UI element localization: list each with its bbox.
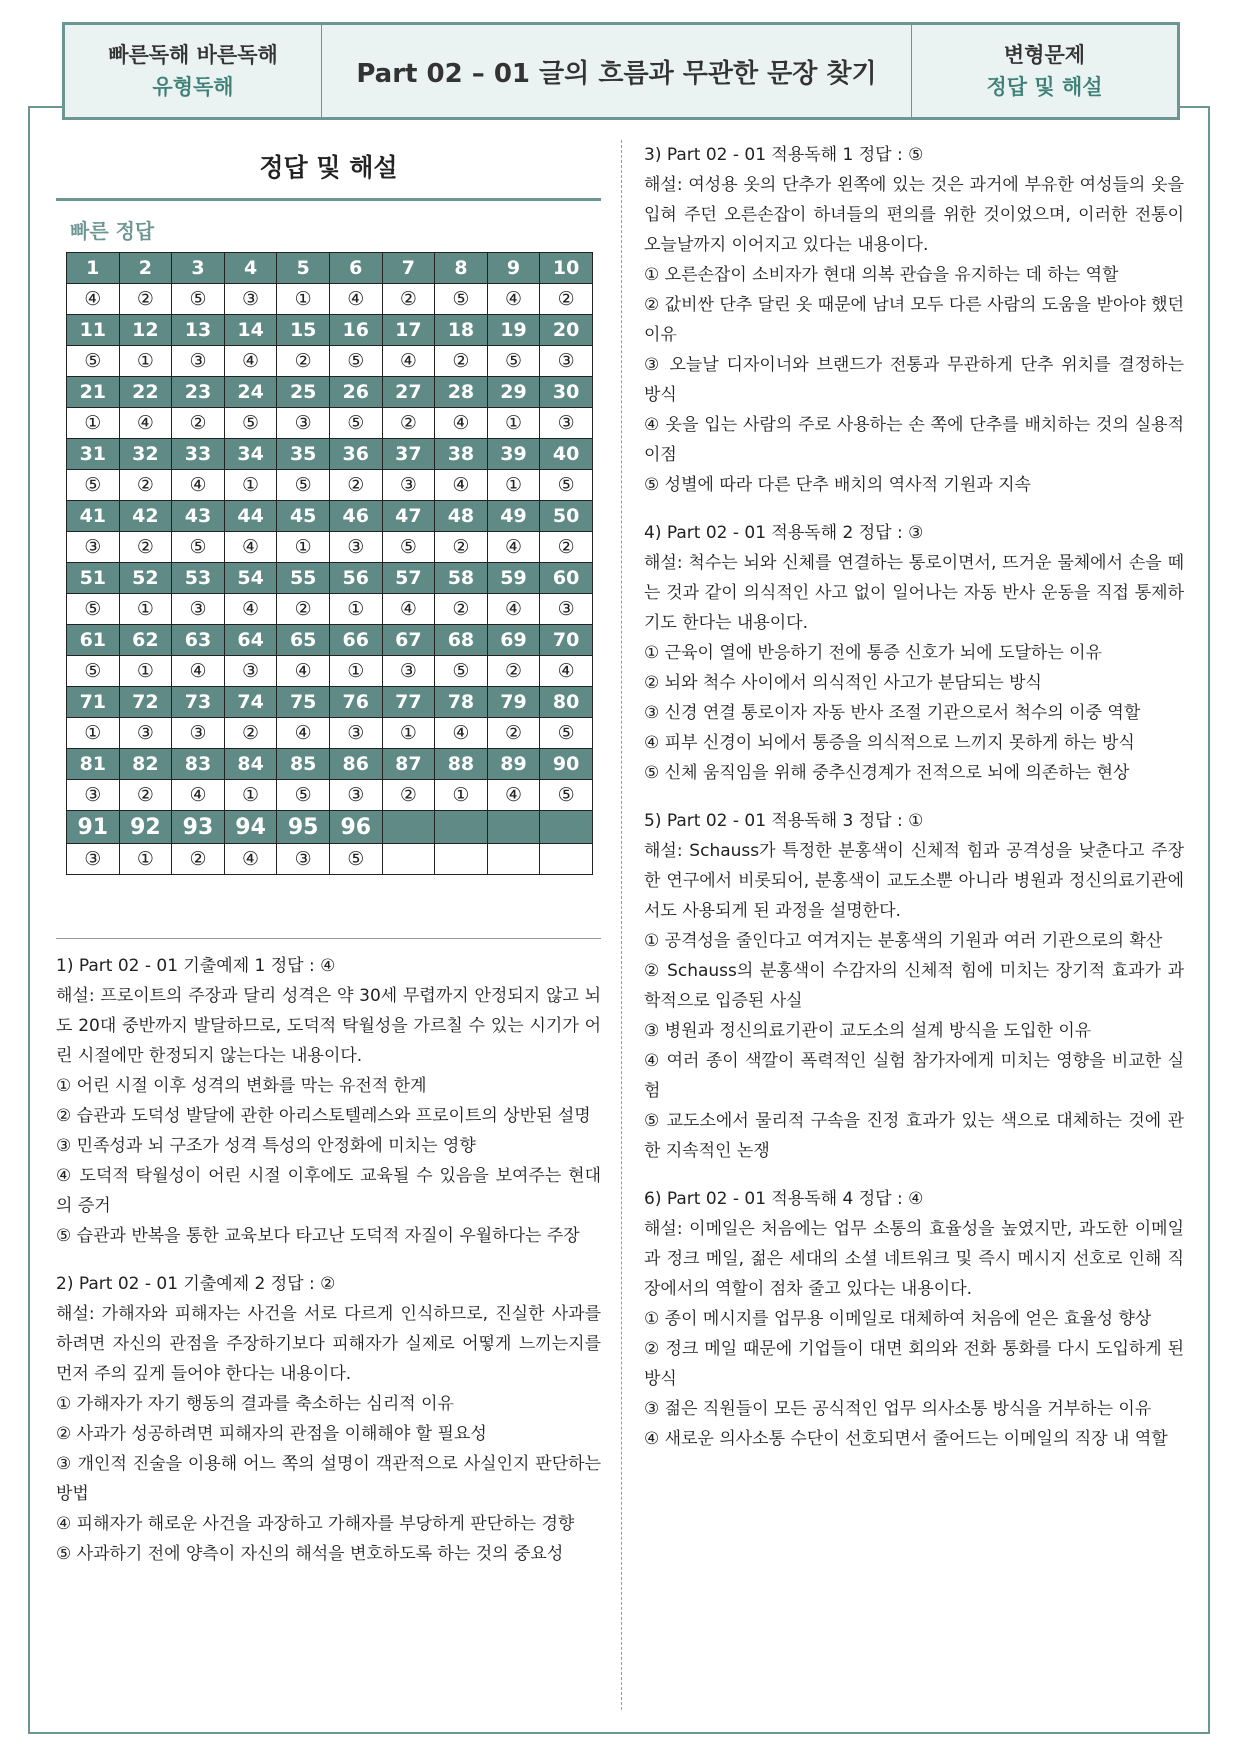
question-number-cell: 72 <box>119 687 172 718</box>
question-number-cell: 39 <box>487 439 540 470</box>
answer-cell: ⑤ <box>540 470 593 501</box>
answer-cell: ② <box>435 594 488 625</box>
question-number-cell <box>382 811 435 844</box>
entry-option: ③ 오늘날 디자이너와 브랜드가 전통과 무관하게 단추 위치를 결정하는 방식 <box>644 355 1184 405</box>
question-number-cell: 46 <box>329 501 382 532</box>
answer-cell: ③ <box>540 346 593 377</box>
question-number-cell: 94 <box>224 811 277 844</box>
entry-option: ④ 피해자가 해로운 사건을 과장하고 가해자를 부당하게 판단하는 경향 <box>56 1514 575 1534</box>
answer-cell: ① <box>119 656 172 687</box>
question-number-cell: 66 <box>329 625 382 656</box>
answer-cell: ① <box>67 408 120 439</box>
question-number-cell: 37 <box>382 439 435 470</box>
answer-cell: ⑤ <box>329 408 382 439</box>
entry-option: ⑤ 신체 움직임을 위해 중추신경계가 전적으로 뇌에 의존하는 현상 <box>644 763 1130 783</box>
answer-cell: ① <box>277 284 330 315</box>
question-number-cell: 92 <box>119 811 172 844</box>
answer-cell: ③ <box>67 844 120 875</box>
question-number-cell: 67 <box>382 625 435 656</box>
answer-value-row <box>67 780 593 811</box>
question-number-cell: 74 <box>224 687 277 718</box>
question-number-cell: 34 <box>224 439 277 470</box>
answer-cell: ⑤ <box>172 532 225 563</box>
entry-option: ① 가해자가 자기 행동의 결과를 축소하는 심리적 이유 <box>56 1394 454 1414</box>
entry-heading: 4) Part 02 - 01 적용독해 2 정답 : ③ <box>644 523 924 543</box>
question-number-cell: 9 <box>487 253 540 284</box>
answer-cell: ② <box>224 718 277 749</box>
entry-explanation: 해설: 이메일은 처음에는 업무 소통의 효율성을 높였지만, 과도한 이메일과 정크 메일, 젊은 세대의 소셜 네트워크 및 즉시 메시지 선호로 인해 직장에서의 역할이 점차 줄고 있다는 내용이다. <box>644 1219 1184 1299</box>
answer-cell: ③ <box>67 780 120 811</box>
page-header <box>62 22 1180 120</box>
answer-cell: ② <box>487 718 540 749</box>
answer-cell: ① <box>119 844 172 875</box>
entry-option: ③ 젊은 직원들이 모든 공식적인 업무 의사소통 방식을 거부하는 이유 <box>644 1399 1152 1419</box>
answer-cell: ③ <box>540 408 593 439</box>
entry-explanation: 해설: 여성용 옷의 단추가 왼쪽에 있는 것은 과거에 부유한 여성들의 옷을 입혀 주던 오른손잡이 하녀들의 편의를 위한 것이었으며, 이러한 전통이 오늘날까지 이어지고 있다는 내용이다. <box>644 175 1184 255</box>
explanation-entry <box>644 1184 1184 1454</box>
question-number-cell: 21 <box>67 377 120 408</box>
entry-explanation: 해설: 가해자와 피해자는 사건을 서로 다르게 인식하므로, 진실한 사과를 하려면 자신의 관점을 주장하기보다 피해자가 실제로 어떻게 느끼는지를 먼저 주의 깊게 들어야 한다는 내용이다. <box>56 1304 601 1384</box>
answer-cell: ③ <box>540 594 593 625</box>
answer-cell: ② <box>172 844 225 875</box>
answer-cell: ⑤ <box>329 346 382 377</box>
question-number-cell: 13 <box>172 315 225 346</box>
question-number-cell: 61 <box>67 625 120 656</box>
question-number-cell: 84 <box>224 749 277 780</box>
answer-cell: ④ <box>172 470 225 501</box>
entry-heading: 6) Part 02 - 01 적용독해 4 정답 : ④ <box>644 1189 924 1209</box>
explanation-entry <box>644 806 1184 1166</box>
question-number-cell: 90 <box>540 749 593 780</box>
question-number-cell: 12 <box>119 315 172 346</box>
answer-cell: ③ <box>382 656 435 687</box>
question-number-cell: 48 <box>435 501 488 532</box>
entry-option: ④ 도덕적 탁월성이 어린 시절 이후에도 교육될 수 있음을 보여주는 현대의 증거 <box>56 1166 601 1216</box>
entry-heading: 1) Part 02 - 01 기출예제 1 정답 : ④ <box>56 956 336 976</box>
answer-cell: ③ <box>224 284 277 315</box>
answer-cell: ④ <box>382 346 435 377</box>
answer-cell: ⑤ <box>329 844 382 875</box>
entry-explanation: 해설: 척수는 뇌와 신체를 연결하는 통로이면서, 뜨거운 물체에서 손을 떼는 것과 같이 의식적인 사고 없이 일어나는 자동 반사 운동을 직접 통제하기도 한다는 내용이다. <box>644 553 1184 633</box>
left-explanations <box>56 938 601 1587</box>
answer-cell: ④ <box>67 284 120 315</box>
answer-cell: ② <box>382 284 435 315</box>
entry-option: ④ 여러 종이 색깔이 폭력적인 실험 참가자에게 미치는 영향을 비교한 실험 <box>644 1051 1184 1101</box>
question-number-cell: 93 <box>172 811 225 844</box>
answer-cell: ⑤ <box>540 718 593 749</box>
header-right <box>912 25 1177 117</box>
answer-cell: ② <box>172 408 225 439</box>
question-number-cell: 17 <box>382 315 435 346</box>
entry-option: ② 사과가 성공하려면 피해자의 관점을 이해해야 할 필요성 <box>56 1424 487 1444</box>
answer-number-row <box>67 501 593 532</box>
answer-cell: ③ <box>329 532 382 563</box>
question-number-cell: 33 <box>172 439 225 470</box>
answer-cell: ④ <box>224 532 277 563</box>
left-column <box>56 138 601 1564</box>
question-number-cell: 70 <box>540 625 593 656</box>
answer-value-row <box>67 532 593 563</box>
column-divider <box>621 140 622 1710</box>
answer-cell: ⑤ <box>277 470 330 501</box>
question-number-cell: 65 <box>277 625 330 656</box>
question-number-cell: 60 <box>540 563 593 594</box>
answer-cell: ③ <box>329 718 382 749</box>
entry-option: ④ 옷을 입는 사람의 주로 사용하는 손 쪽에 단추를 배치하는 것의 실용적 이점 <box>644 415 1184 465</box>
question-number-cell: 5 <box>277 253 330 284</box>
question-number-cell: 78 <box>435 687 488 718</box>
answer-cell: ⑤ <box>540 780 593 811</box>
question-number-cell: 27 <box>382 377 435 408</box>
page-title: Part 02 – 01 글의 흐름과 무관한 문장 찾기 <box>356 58 877 89</box>
answer-cell: ② <box>119 470 172 501</box>
entry-option: ③ 민족성과 뇌 구조가 성격 특성의 안정화에 미치는 영향 <box>56 1136 476 1156</box>
question-number-cell: 71 <box>67 687 120 718</box>
question-number-cell <box>487 811 540 844</box>
explanation-entry <box>644 518 1184 788</box>
answer-cell: ① <box>67 718 120 749</box>
question-number-cell: 41 <box>67 501 120 532</box>
answer-cell: ④ <box>172 780 225 811</box>
question-number-cell: 75 <box>277 687 330 718</box>
question-number-cell: 57 <box>382 563 435 594</box>
entry-explanation: 해설: Schauss가 특정한 분홍색이 신체적 힘과 공격성을 낮춘다고 주장한 연구에서 비롯되어, 분홍색이 교도소뿐 아니라 병원과 정신의료기관에서도 사용되게 된 과정을 설명한다. <box>644 841 1184 921</box>
answer-value-row <box>67 284 593 315</box>
answer-value-row <box>67 346 593 377</box>
answer-cell: ① <box>329 656 382 687</box>
entry-explanation: 해설: 프로이트의 주장과 달리 성격은 약 30세 무렵까지 안정되지 않고 뇌도 20대 중반까지 발달하므로, 도덕적 탁월성을 가르칠 수 있는 시기가 어린 시절에만 한정되지 않는다는 내용이다. <box>56 986 601 1066</box>
answer-cell: ③ <box>277 844 330 875</box>
answer-cell: ③ <box>382 470 435 501</box>
section-title: 정답 및 해설 <box>56 138 601 201</box>
header-left <box>65 25 322 117</box>
answer-cell: ⑤ <box>382 532 435 563</box>
answer-cell: ⑤ <box>172 284 225 315</box>
right-explanations <box>644 140 1184 1454</box>
answer-number-row <box>67 687 593 718</box>
answer-number-row <box>67 625 593 656</box>
entry-option: ⑤ 사과하기 전에 양측이 자신의 해석을 변호하도록 하는 것의 중요성 <box>56 1544 564 1564</box>
question-number-cell: 43 <box>172 501 225 532</box>
answer-cell: ③ <box>329 780 382 811</box>
book-title: 빠른독해 바른독해 <box>108 43 278 67</box>
answer-value-row <box>67 844 593 875</box>
answer-cell: ② <box>119 780 172 811</box>
question-number-cell: 42 <box>119 501 172 532</box>
question-number-cell: 14 <box>224 315 277 346</box>
question-number-cell: 30 <box>540 377 593 408</box>
question-number-cell: 77 <box>382 687 435 718</box>
question-number-cell: 29 <box>487 377 540 408</box>
question-number-cell: 49 <box>487 501 540 532</box>
question-number-cell: 83 <box>172 749 225 780</box>
question-number-cell: 52 <box>119 563 172 594</box>
answer-cell: ④ <box>382 594 435 625</box>
question-number-cell: 88 <box>435 749 488 780</box>
answer-cell: ⑤ <box>277 780 330 811</box>
answer-table <box>66 252 593 875</box>
question-number-cell: 32 <box>119 439 172 470</box>
answer-cell: ① <box>277 532 330 563</box>
question-number-cell: 6 <box>329 253 382 284</box>
question-number-cell: 62 <box>119 625 172 656</box>
answer-cell: ④ <box>435 470 488 501</box>
entry-heading: 3) Part 02 - 01 적용독해 1 정답 : ⑤ <box>644 145 924 165</box>
entry-option: ① 종이 메시지를 업무용 이메일로 대체하여 처음에 얻은 효율성 향상 <box>644 1309 1152 1329</box>
answer-cell: ① <box>119 346 172 377</box>
answer-cell: ② <box>540 532 593 563</box>
right-column <box>644 140 1184 1472</box>
question-number-cell: 3 <box>172 253 225 284</box>
entry-option: ③ 개인적 진술을 이용해 어느 쪽의 설명이 객관적으로 사실인지 판단하는 방법 <box>56 1454 601 1504</box>
question-number-cell: 91 <box>67 811 120 844</box>
question-number-cell: 1 <box>67 253 120 284</box>
answer-cell: ④ <box>224 594 277 625</box>
entry-option: ① 근육이 열에 반응하기 전에 통증 신호가 뇌에 도달하는 이유 <box>644 643 1103 663</box>
question-number-cell: 23 <box>172 377 225 408</box>
question-number-cell: 55 <box>277 563 330 594</box>
answer-cell: ③ <box>224 656 277 687</box>
explanation-entry <box>644 140 1184 500</box>
question-number-cell: 81 <box>67 749 120 780</box>
answer-value-row <box>67 594 593 625</box>
question-number-cell: 73 <box>172 687 225 718</box>
answer-number-row <box>67 253 593 284</box>
entry-option: ② 습관과 도덕성 발달에 관한 아리스토텔레스와 프로이트의 상반된 설명 <box>56 1106 591 1126</box>
answer-cell: ⑤ <box>67 656 120 687</box>
answer-cell: ④ <box>487 594 540 625</box>
question-number-cell: 20 <box>540 315 593 346</box>
question-number-cell: 68 <box>435 625 488 656</box>
entry-option: ① 어린 시절 이후 성격의 변화를 막는 유전적 한계 <box>56 1076 427 1096</box>
question-number-cell: 59 <box>487 563 540 594</box>
question-number-cell: 40 <box>540 439 593 470</box>
question-number-cell <box>435 811 488 844</box>
question-number-cell: 4 <box>224 253 277 284</box>
answer-cell: ④ <box>487 532 540 563</box>
answer-cell: ④ <box>487 284 540 315</box>
answer-cell <box>487 844 540 875</box>
question-number-cell: 76 <box>329 687 382 718</box>
explanation-entry <box>56 1269 601 1569</box>
question-number-cell: 95 <box>277 811 330 844</box>
question-number-cell: 24 <box>224 377 277 408</box>
entry-heading: 5) Part 02 - 01 적용독해 3 정답 : ① <box>644 811 924 831</box>
answer-cell: ② <box>277 346 330 377</box>
answer-cell: ④ <box>435 408 488 439</box>
header-center <box>322 25 912 117</box>
question-number-cell: 47 <box>382 501 435 532</box>
answer-cell: ② <box>435 532 488 563</box>
answer-value-row <box>67 470 593 501</box>
question-number-cell: 96 <box>329 811 382 844</box>
question-number-cell: 53 <box>172 563 225 594</box>
answer-cell: ④ <box>329 284 382 315</box>
question-number-cell: 80 <box>540 687 593 718</box>
answer-cell: ④ <box>277 718 330 749</box>
question-number-cell: 15 <box>277 315 330 346</box>
question-number-cell: 22 <box>119 377 172 408</box>
answer-cell: ① <box>329 594 382 625</box>
answer-cell: ⑤ <box>487 346 540 377</box>
question-number-cell: 51 <box>67 563 120 594</box>
answer-cell: ② <box>329 470 382 501</box>
question-number-cell: 89 <box>487 749 540 780</box>
answer-number-row <box>67 315 593 346</box>
answer-cell: ② <box>382 780 435 811</box>
answer-cell: ⑤ <box>67 346 120 377</box>
answer-number-row <box>67 377 593 408</box>
entry-option: ⑤ 교도소에서 물리적 구속을 진정 효과가 있는 색으로 대체하는 것에 관한 지속적인 논쟁 <box>644 1111 1184 1161</box>
entry-option: ② 값비싼 단추 달린 옷 때문에 남녀 모두 다른 사람의 도움을 받아야 했던 이유 <box>644 295 1184 345</box>
question-number-cell: 58 <box>435 563 488 594</box>
question-number-cell: 64 <box>224 625 277 656</box>
question-number-cell: 35 <box>277 439 330 470</box>
answer-cell: ⑤ <box>67 594 120 625</box>
answer-cell: ④ <box>119 408 172 439</box>
question-number-cell: 28 <box>435 377 488 408</box>
question-number-cell: 45 <box>277 501 330 532</box>
answer-cell: ③ <box>172 594 225 625</box>
question-number-cell: 7 <box>382 253 435 284</box>
entry-option: ① 공격성을 줄인다고 여겨지는 분홍색의 기원과 여러 기관으로의 확산 <box>644 931 1163 951</box>
entry-option: ④ 피부 신경이 뇌에서 통증을 의식적으로 느끼지 못하게 하는 방식 <box>644 733 1135 753</box>
question-number-cell: 85 <box>277 749 330 780</box>
answer-value-row <box>67 408 593 439</box>
answer-value-row <box>67 718 593 749</box>
answer-cell: ② <box>277 594 330 625</box>
question-number-cell: 26 <box>329 377 382 408</box>
answer-cell: ① <box>119 594 172 625</box>
question-number-cell: 63 <box>172 625 225 656</box>
question-number-cell <box>540 811 593 844</box>
question-number-cell: 54 <box>224 563 277 594</box>
answer-cell: ④ <box>224 844 277 875</box>
answer-cell: ③ <box>67 532 120 563</box>
answer-number-row <box>67 563 593 594</box>
answer-cell: ⑤ <box>435 656 488 687</box>
answer-cell: ① <box>435 780 488 811</box>
question-number-cell: 50 <box>540 501 593 532</box>
question-number-cell: 87 <box>382 749 435 780</box>
answer-cell: ④ <box>487 780 540 811</box>
answer-cell: ① <box>487 470 540 501</box>
book-subtitle: 유형독해 <box>152 75 234 99</box>
answer-cell: ③ <box>172 346 225 377</box>
entry-option: ③ 병원과 정신의료기관이 교도소의 설계 방식을 도입한 이유 <box>644 1021 1092 1041</box>
question-number-cell: 31 <box>67 439 120 470</box>
header-category: 변형문제 <box>1003 43 1086 67</box>
answer-cell: ① <box>382 718 435 749</box>
answer-cell: ② <box>382 408 435 439</box>
answer-cell: ② <box>119 532 172 563</box>
answer-number-row <box>67 749 593 780</box>
explanation-entry <box>56 951 601 1251</box>
answer-cell: ③ <box>172 718 225 749</box>
entry-option: ④ 새로운 의사소통 수단이 선호되면서 줄어드는 이메일의 직장 내 역할 <box>644 1429 1168 1449</box>
answer-cell: ① <box>224 470 277 501</box>
answer-cell: ① <box>224 780 277 811</box>
entry-option: ⑤ 성별에 따라 다른 단추 배치의 역사적 기원과 지속 <box>644 475 1031 495</box>
answer-cell: ④ <box>224 346 277 377</box>
question-number-cell: 44 <box>224 501 277 532</box>
entry-option: ③ 신경 연결 통로이자 자동 반사 조절 기관으로서 척수의 이중 역할 <box>644 703 1141 723</box>
question-number-cell: 8 <box>435 253 488 284</box>
question-number-cell: 10 <box>540 253 593 284</box>
question-number-cell: 25 <box>277 377 330 408</box>
entry-option: ① 오른손잡이 소비자가 현대 의복 관습을 유지하는 데 하는 역할 <box>644 265 1119 285</box>
question-number-cell: 82 <box>119 749 172 780</box>
answer-cell: ② <box>540 284 593 315</box>
answer-cell: ③ <box>277 408 330 439</box>
answer-cell: ① <box>487 408 540 439</box>
answer-cell: ④ <box>277 656 330 687</box>
question-number-cell: 2 <box>119 253 172 284</box>
question-number-cell: 86 <box>329 749 382 780</box>
question-number-cell: 19 <box>487 315 540 346</box>
question-number-cell: 79 <box>487 687 540 718</box>
quick-answers-label: 빠른 정답 <box>70 219 155 243</box>
answer-cell: ② <box>435 346 488 377</box>
question-number-cell: 11 <box>67 315 120 346</box>
question-number-cell: 18 <box>435 315 488 346</box>
answer-cell: ④ <box>540 656 593 687</box>
answer-cell: ④ <box>172 656 225 687</box>
answer-cell: ② <box>119 284 172 315</box>
entry-option: ② 뇌와 척수 사이에서 의식적인 사고가 분담되는 방식 <box>644 673 1042 693</box>
answer-cell: ③ <box>119 718 172 749</box>
question-number-cell: 56 <box>329 563 382 594</box>
answer-number-row <box>67 439 593 470</box>
entry-option: ② Schauss의 분홍색이 수감자의 신체적 힘에 미치는 장기적 효과가 과학적으로 입증된 사실 <box>644 961 1184 1011</box>
answer-number-row <box>67 811 593 844</box>
answer-cell <box>382 844 435 875</box>
answer-cell <box>540 844 593 875</box>
header-category-sub: 정답 및 해설 <box>986 75 1103 99</box>
answer-cell: ⑤ <box>67 470 120 501</box>
answer-cell: ⑤ <box>435 284 488 315</box>
question-number-cell: 36 <box>329 439 382 470</box>
answer-value-row <box>67 656 593 687</box>
answer-cell <box>435 844 488 875</box>
entry-option: ② 정크 메일 때문에 기업들이 대면 회의와 전화 통화를 다시 도입하게 된 방식 <box>644 1339 1184 1389</box>
answer-cell: ④ <box>435 718 488 749</box>
entry-heading: 2) Part 02 - 01 기출예제 2 정답 : ② <box>56 1274 336 1294</box>
answer-cell: ⑤ <box>224 408 277 439</box>
answer-cell: ② <box>487 656 540 687</box>
question-number-cell: 38 <box>435 439 488 470</box>
entry-option: ⑤ 습관과 반복을 통한 교육보다 타고난 도덕적 자질이 우월하다는 주장 <box>56 1226 580 1246</box>
question-number-cell: 69 <box>487 625 540 656</box>
question-number-cell: 16 <box>329 315 382 346</box>
